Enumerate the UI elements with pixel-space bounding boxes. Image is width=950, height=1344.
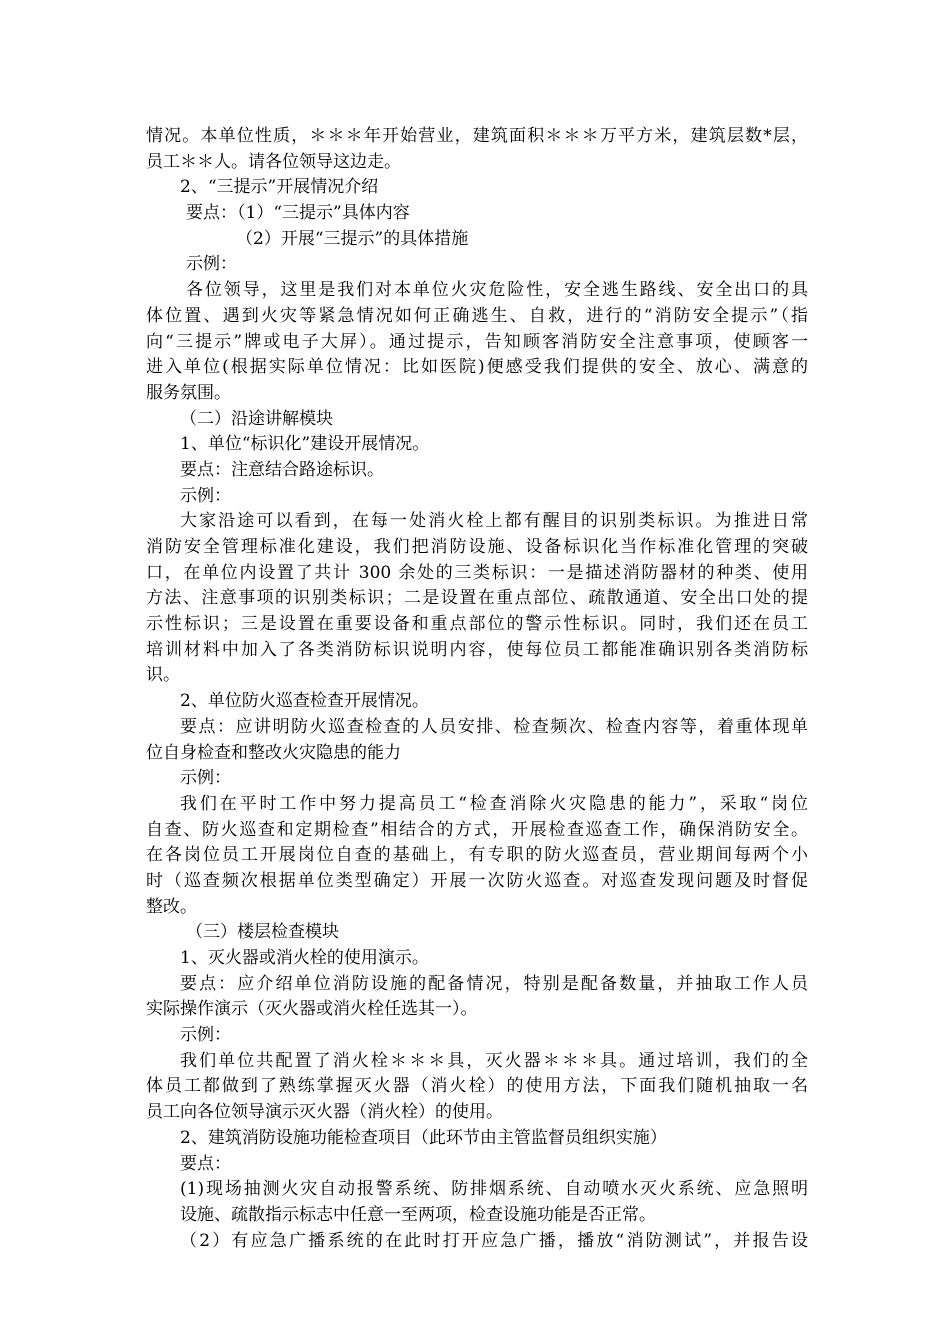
text-line: 进入单位(根据实际单位情况：比如医院)便感受我们提供的安全、放心、满意的 <box>146 357 808 378</box>
text-line: 口，在单位内设置了共计 300 余处的三类标识：一是描述消防器材的种类、使用 <box>146 562 808 583</box>
text-line: 1、单位“标识化”建设开展情况。 <box>180 434 430 455</box>
text-line: 要点：（1）“三提示”具体内容 <box>186 203 410 224</box>
text-line: 员工＊＊人。请各位领导这边走。 <box>146 151 401 172</box>
text-line: 各位领导，这里是我们对本单位火灾危险性，安全逃生路线、安全出口的具 <box>186 280 808 301</box>
text-line: 2、单位防火巡查检查开展情况。 <box>180 691 429 712</box>
text-line: 要点： <box>180 1153 231 1174</box>
text-line: 时（巡查频次根据单位类型确定）开展一次防火巡查。对巡查发现问题及时督促 <box>146 870 808 891</box>
text-line: （三）楼层检查模块 <box>186 922 339 943</box>
text-line: 示例： <box>180 1025 231 1046</box>
text-line: 示例： <box>186 254 237 275</box>
text-line: 体员工都做到了熟练掌握灭火器（消火栓）的使用方法，下面我们随机抽取一名 <box>146 1076 808 1097</box>
text-line: 示性标识；三是设置在重要设备和重点部位的警示性标识。同时，我们还在员工 <box>146 614 808 635</box>
text-line: 我们在平时工作中努力提高员工“检查消除火灾隐患的能力”，采取“岗位 <box>180 793 808 814</box>
text-line: 要点：应介绍单位消防设施的配备情况，特别是配备数量，并抽取工作人员 <box>180 973 808 994</box>
text-line: 情况。本单位性质，＊＊＊年开始营业，建筑面积＊＊＊万平方米，建筑层数*层， <box>146 126 808 146</box>
text-line: (1)现场抽测火灾自动报警系统、防排烟系统、自动喷水灭火系统、应急照明 <box>180 1179 808 1200</box>
text-line: 设施、疏散指示标志中任意一至两项，检查设施功能是否正常。 <box>180 1204 656 1225</box>
text-line: 要点：应讲明防火巡查检查的人员安排、检查频次、检查内容等，着重体现单 <box>180 716 808 737</box>
text-line: 识。 <box>146 665 180 686</box>
text-line: 培训材料中加入了各类消防标识说明内容，使每位员工都能准确识别各类消防标 <box>146 639 808 660</box>
text-line: （2）开展“三提示”的具体措施 <box>236 228 469 249</box>
text-line: （2）有应急广播系统的在此时打开应急广播，播放“消防测试”，并报告设 <box>180 1230 808 1251</box>
text-line: 2、“三提示”开展情况介绍 <box>180 177 379 198</box>
text-line: 实际操作演示（灭火器或消火栓任选其一）。 <box>146 999 478 1020</box>
text-line: 员工向各位领导演示灭火器（消火栓）的使用。 <box>146 1102 503 1123</box>
document-page <box>146 124 808 1254</box>
text-line: 2、建筑消防设施功能检查项目（此环节由主管监督员组织实施） <box>180 1127 667 1148</box>
text-line: 在各岗位员工开展岗位自查的基础上，有专职的防火巡查员，营业期间每两个小 <box>146 845 808 866</box>
text-line: 整改。 <box>146 896 197 917</box>
text-line: 我们单位共配置了消火栓＊＊＊具，灭火器＊＊＊具。通过培训，我们的全 <box>180 1050 808 1071</box>
text-line: 示例： <box>180 485 231 506</box>
text-line: 服务氛围。 <box>146 382 231 403</box>
text-line: 位自身检查和整改火灾隐患的能力 <box>146 742 401 763</box>
text-line: 消防安全管理标准化建设，我们把消防设施、设备标识化当作标准化管理的突破 <box>146 537 808 557</box>
text-line: 自查、防火巡查和定期检查”相结合的方式，开展检查巡查工作，确保消防安全。 <box>146 819 808 840</box>
text-line: 1、灭火器或消火栓的使用演示。 <box>180 948 429 968</box>
text-line: 体位置、遇到火灾等紧急情况如何正确逃生、自救，进行的“消防安全提示”（指 <box>146 305 808 326</box>
text-line: 大家沿途可以看到，在每一处消火栓上都有醒目的识别类标识。为推进日常 <box>180 511 808 532</box>
text-line: 示例： <box>180 768 231 789</box>
text-line: 向“三提示”牌或电子大屏）。通过提示，告知顾客消防安全注意事项，使顾客一 <box>146 331 808 352</box>
text-line: 要点：注意结合路途标识。 <box>180 459 384 480</box>
text-line: 方法、注意事项的识别类标识；二是设置在重点部位、疏散通道、安全出口处的提 <box>146 588 808 609</box>
text-line: （二）沿途讲解模块 <box>180 408 333 429</box>
